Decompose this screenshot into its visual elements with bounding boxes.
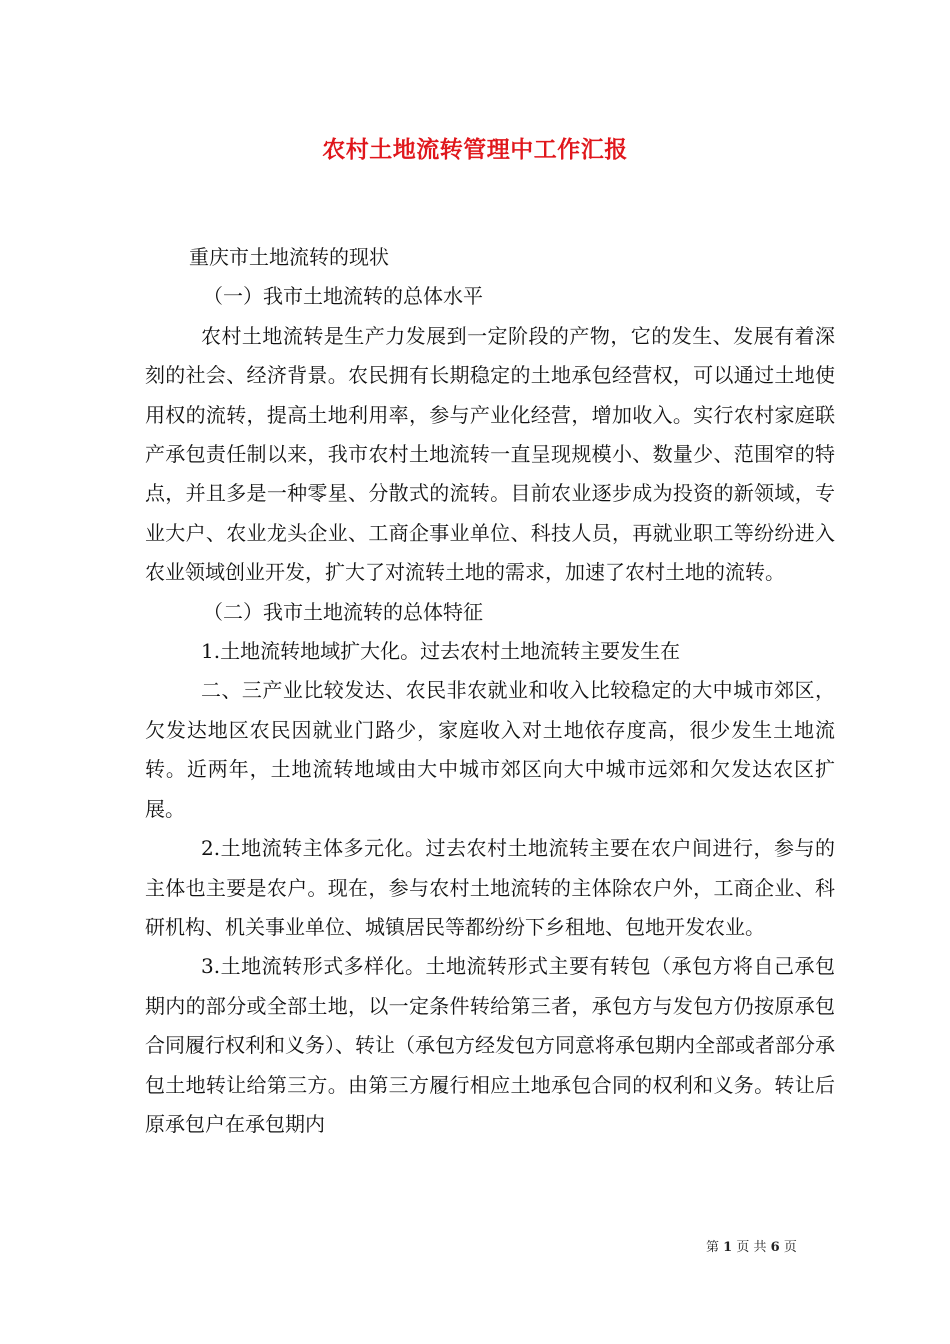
- body-paragraph: 3.土地流转形式多样化。土地流转形式主要有转包（承包方将自己承包期内的部分或全部土地，以一定条件转给第三者，承包方与发包方仍按原承包合同履行权利和义务）、转让（承包方经发包方同意将承包期内全部或者部分承包土地转让给第三方。由第三方履行相应土地承包合同的权利和义务。转让后原承包户在承包期内: [145, 954, 835, 1136]
- document-body: [145, 238, 835, 1144]
- document-title: 农村土地流转管理中工作汇报: [322, 136, 628, 163]
- footer-prefix: 第: [706, 1240, 720, 1255]
- body-paragraph: 2.土地流转主体多元化。过去农村土地流转主要在农户间进行，参与的主体也主要是农户。现在，参与农村土地流转的主体除农户外，工商企业、科研机构、机关事业单位、城镇居民等都纷纷下乡租地、包地开发农业。: [145, 836, 835, 939]
- footer-suffix: 页: [783, 1240, 797, 1255]
- section-heading: 重庆市土地流转的现状: [189, 245, 389, 269]
- footer-middle: 页 共: [736, 1240, 767, 1255]
- page-number-footer: [706, 1239, 797, 1257]
- body-paragraph: 二、三产业比较发达、农民非农就业和收入比较稳定的大中城市郊区，欠发达地区农民因就业门路少，家庭收入对土地依存度高，很少发生土地流转。近两年，土地流转地域由大中城市郊区向大中城市远郊和欠发达农区扩展。: [145, 678, 835, 821]
- total-pages-number: 6: [770, 1240, 780, 1255]
- subsection-heading: （一）我市土地流转的总体水平: [203, 284, 483, 309]
- body-paragraph: 1.土地流转地域扩大化。过去农村土地流转主要发生在: [201, 639, 681, 664]
- current-page-number: 1: [723, 1240, 733, 1255]
- subsection-heading: （二）我市土地流转的总体特征: [203, 599, 483, 624]
- body-paragraph: 农村土地流转是生产力发展到一定阶段的产物，它的发生、发展有着深刻的社会、经济背景。农民拥有长期稳定的土地承包经营权，可以通过土地使用权的流转，提高土地利用率，参与产业化经营，增加收入。实行农村家庭联产承包责任制以来，我市农村土地流转一直呈现规模小、数量少、范围窄的特点，并且多是一种零星、分散式的流转。目前农业逐步成为投资的新领域，专业大户、农业龙头企业、工商企事业单位、科技人员，再就业职工等纷纷进入农业领域创业开发，扩大了对流转土地的需求，加速了农村土地的流转。: [145, 323, 835, 585]
